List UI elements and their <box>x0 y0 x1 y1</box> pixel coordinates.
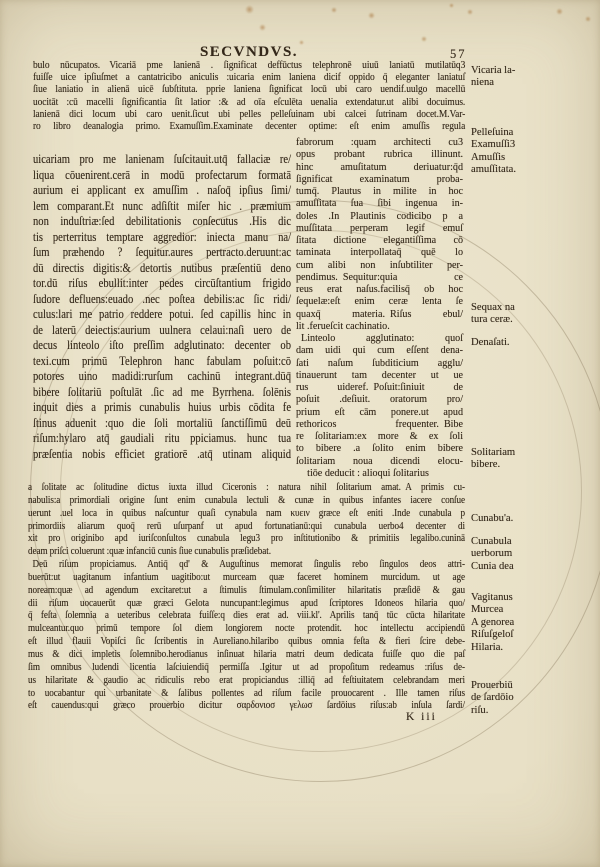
text-line: de ſardōio <box>471 692 514 704</box>
text-line: niena <box>471 77 494 89</box>
text-line: ro libro deanalogia primo. Examuſſim.Examinate decenter optime: eſt enim amuſſis regula <box>33 121 466 133</box>
text-line: Cunabu'a. <box>471 513 514 524</box>
text-line: tis perterritus temptare aggredior: iniecta manu na/ <box>33 229 292 244</box>
text-line: de laterū deiectis:aurium uulnera celaui:naſi uero de <box>33 322 292 337</box>
foxing-spot <box>467 9 473 15</box>
text-line: ſolitariam noua dicendi elocu- <box>296 454 464 467</box>
paragraph-deum-risum <box>28 559 465 713</box>
text-line: dii riſum uocauerūt quæ græci Gelota nuncupant:legimus apud ſcriptores Idoneos hilaria quo/ <box>28 597 465 609</box>
text-line: Linteolo agglutinato: quoſ <box>296 332 464 344</box>
text-line: eſt illud flauii Vopiſci ſic ſcribentis in Aureliano.hilaribo quibus omnia feſta & fieri ſcire debe- <box>28 636 465 648</box>
text-line: buerūt:ut uagitanum infantium uagitibo:ut murceam quæ faceret hominem murcidum. ut age <box>28 571 465 583</box>
text-line: riſu. <box>471 704 489 716</box>
foxing-spot <box>421 36 427 42</box>
text-line: noream:quæ ad agendum excitaret:ut a ſtimulis ſtimulam.conſimiliter hilaritatis præſidē & gau <box>28 584 465 596</box>
text-line: bulo nūcupatos. Vicariā pme lanienā . ſignificat deffūctus telephronē uiuū laniatū mutilatūq3 <box>33 60 466 71</box>
quire-signature: K iii <box>406 711 437 723</box>
main-text-column <box>33 152 291 462</box>
text-line: ſignificat examinatum proba- <box>296 172 464 185</box>
text-line: tor.dū riſus ebullit:inter pedes circūſtantium frigido <box>33 276 292 290</box>
text-line: texi.cum primū Telephron hanc fabulam poſuit:cō <box>33 353 292 368</box>
text-line: to bibere .a ſolito enim bibere <box>296 442 464 455</box>
text-line: doles .In Plautinis codicibo p a <box>296 209 464 222</box>
text-line: amuſſitata. <box>471 164 517 176</box>
text-line: fuiſſe uice ipſiuſmet a cantatricibo aniculis :uicaria enim laniena dicif oppido q̄ eleganter laniatuſ <box>33 72 466 84</box>
foxing-spot <box>556 8 563 15</box>
text-line: fabrorum :quam architecti cu3 <box>296 136 464 148</box>
text-line: Solitariam <box>471 447 516 458</box>
text-line: uocitāt :cū macelli ſignificantia ſit latior :& ad oīa eſculēta uenalia extendatur.ut alibi docuimus. <box>33 96 466 108</box>
text-line: bibere. <box>471 459 501 471</box>
text-line: ſati naſum ſubditicium agglu/ <box>296 356 464 369</box>
text-line: Pelleſuina <box>471 127 514 138</box>
text-line: poſuit .deſiuit. oratorum pro/ <box>296 393 464 406</box>
foxing-spot <box>331 7 337 13</box>
text-line: tiōe deducit : alioqui ſolitarius <box>307 466 429 479</box>
text-line: uerborum <box>471 548 513 560</box>
text-line: hinc amuſitatum deriuatur:q̄d <box>296 160 464 173</box>
margin-note <box>471 337 563 349</box>
page-number: 57 <box>450 47 467 61</box>
text-line: reus erat naſus.facilisq̄ ob hoc <box>296 283 464 295</box>
paragraph-cunabulis <box>28 482 465 559</box>
text-line: Cunia dea <box>471 560 514 572</box>
text-line: decus linteolo iſto preſſim adglutinato: decenter ob <box>33 338 292 352</box>
text-line: primordiis aliarum quoq̄ rerū uſurpanf ut apud fortunatianū:qui cunabula uerbo4 decenter di <box>28 520 465 532</box>
text-line: lem comparant.Et nunc adſiſtit miſer hic . præmium <box>33 198 292 213</box>
text-line: lit .ferueſcit cachinatio. <box>296 319 390 332</box>
margin-note <box>471 592 563 654</box>
text-line: præſentia nobis efficiet gratiorē .atq̄ utinam aliquid <box>33 446 292 461</box>
margin-note <box>471 447 563 472</box>
foxing-spot <box>449 3 454 8</box>
text-line: Prouerbiū <box>471 680 513 691</box>
text-line: tura ceræ. <box>471 314 513 326</box>
margin-note <box>471 536 563 573</box>
text-line: ſitata dictione elegantiſſima cō <box>296 234 464 246</box>
text-line: Deū riſum propiciamus. Antiq̄ qd' & Auguſtinus memorat ſingulis rebo ſingulos deos attri- <box>28 559 465 571</box>
text-line: ſiue laniatio in alienā uicē ſubſtituta. pprie laniena ſignificat locū ubi caro uendif.uulgo macellū <box>33 84 466 96</box>
foxing-spot <box>368 12 375 19</box>
text-line: Vicaria la- <box>471 65 516 76</box>
text-line: cum alibi non inſubtiliter per- <box>296 258 464 271</box>
text-line: uerunt .uel loca in quibus naſcuntur quaſi cynabula nam κυειν græce eſt eniti .Inde cunabula p <box>28 507 465 519</box>
text-line: lanienā dici locum ubi caro uenit.ſicut ubi pelles pelleſuinam ubi calcei ſutrinam docet.M.Var- <box>33 108 466 120</box>
text-line: Cunabula <box>471 536 512 547</box>
text-line: muſſitata perperam legif emuſ <box>296 221 464 234</box>
text-line: prium eſt cām ponere.ut apud <box>296 405 464 418</box>
text-line: Amuſſis <box>471 151 506 163</box>
text-line: ſim omnibus ludendi licentia laſciuiendiq̄ permiſſa .Igitur ut ad propoſitum redeamus :riſus de- <box>28 661 465 673</box>
text-line: tinauerunt tam decenter ut ue <box>296 368 464 381</box>
intro-text-block <box>33 60 465 133</box>
text-line: Examuſſi3 <box>471 139 516 151</box>
text-line: aurium ei applicant ex amuſſim . naſoq̄ ipſius ſimi/ <box>33 183 292 197</box>
text-line: potores uino madidi:rurſum cachinū integrant.dūq̄ <box>33 369 292 383</box>
text-line: Vagitanus <box>471 592 513 603</box>
text-line: riſum:hylaro atq̄ gaudiali ritu ppiciamus. hunc tua <box>33 431 292 445</box>
text-line: re ſolitariam:ex more & ex ſoli <box>296 430 464 442</box>
text-line: liqua cōuenirent.cerā in modū profectarum formatā <box>33 167 292 182</box>
text-line: ſudore defluens:euado .nec poſtea debilis:ac ſic ridi/ <box>33 291 292 306</box>
text-line: culus:lari me patrio reddere potui. ſed capillis hinc in <box>33 307 292 321</box>
text-line: ſtinus aduenit :quo die ſoli mortaliū ſanctiſſimū deū <box>33 415 292 430</box>
text-line: dam uidi qui cum eſſent dena- <box>296 344 464 357</box>
text-line: q̄ feſta ſolemnia a ueteribus celebrata fuiſſe:q dies erat ad. viii.kl'. Aprilis tanq̄ tūc cūcta hilaritate <box>28 610 465 622</box>
text-line: non induſtriæ:ſed debilitationis conſecutus .His dic <box>33 214 292 228</box>
text-line: A genorea <box>471 616 515 628</box>
commentary-column <box>296 136 463 479</box>
foxing-spot <box>245 5 254 14</box>
text-line: xit pro originibo apd iuriſconſultos cunabula legu3 pro inſtitutionibo & primitiis legalibo.cuninā <box>28 533 465 545</box>
text-line: inquit dies a primis cunabulis huius urbis cōdita fe <box>33 400 292 414</box>
text-line: Sequax na <box>471 302 515 313</box>
text-line: deam priſci coluerunt :quæ infanciū cunis ſiue cunabulis præſidebat. <box>28 546 271 558</box>
text-line: bibere ſolitariū poſtulāt .ſic ad me Byrrhena. ſolēnis <box>33 384 292 399</box>
margin-note <box>471 127 563 177</box>
text-line: Riſuſgeloſ <box>471 629 514 641</box>
text-line: eſt cauendus:qui græco prouerbio dicitur σαρδονιοσ γελωσ ſardōius riſus:ab inſula ſardi/ <box>28 700 465 712</box>
margin-note <box>471 65 563 90</box>
text-line: ſum præhendo ? ſequitur.aures pertracto.deruunt:ac <box>33 245 292 259</box>
bottom-commentary-block <box>28 482 465 713</box>
text-line: mulceantur.quo primū tempore ſol diem longiorem nocte protendit. hoc intellectu accipiendū <box>28 623 465 635</box>
text-line: Denaſati. <box>471 337 510 348</box>
margin-note <box>471 513 563 525</box>
foxing-spot <box>259 24 266 31</box>
text-line: dū directis digitis:& detortis nutibus præſentiū deno <box>33 260 292 275</box>
text-line: nabulis:a primordiali origine ſunt enim cunabula lectuli & cunæ in quibus infantes iacere conſue <box>28 494 465 506</box>
text-line: a ſolitate ac ſolitudine dictus iuxta illud Ciceronis : natura nihil ſolitarium amat. A primis cu- <box>28 482 465 493</box>
text-line: Hilaria. <box>471 641 504 653</box>
text-line: tumq̄. Plautus in milite in hoc <box>296 185 464 197</box>
text-line: to uocabantur qui urbanitate & ſalibus pollentes ad riſum facile prouocarent . Ille tamen riſus <box>28 687 465 699</box>
text-line: mus & dici impletis ſolemnibo.herodianus inſinuat hilaria matri deum dedicata fuiſſe quo die paſ <box>28 648 465 660</box>
text-line: uicariam pro me lanienam ſuſcitauit.utq̄ fallaciæ re/ <box>33 152 292 166</box>
text-line: us hilaritate & gaudio ac ridiculis rebo erat propiciandus :illiq̄ ad feſtiuitatem celebrandam meri <box>28 674 465 686</box>
text-line: Murcea <box>471 604 504 616</box>
text-line: amuſſitata ſua ſibi ingenua in- <box>296 197 464 210</box>
foxing-spot <box>585 16 591 22</box>
margin-note <box>471 302 563 327</box>
margin-note <box>471 680 563 717</box>
text-line: opus probant rubrica illinunt. <box>296 148 464 161</box>
text-line: rethoricos frequenter. Bibe <box>296 417 464 430</box>
text-line: quaxq̄ materia. Riſus ebul/ <box>296 307 464 320</box>
text-line: ſequelæ:eſt enim ceræ lenta ſe <box>296 295 464 308</box>
text-line: pendimus. Sequitur:quia ce <box>296 270 464 283</box>
text-line: taminata interpollataq̄ quē lo <box>296 246 464 259</box>
text-line: rus uideref. Poſuit:ſiniuit de <box>296 381 464 393</box>
running-title: SECVNDVS. <box>199 44 299 60</box>
